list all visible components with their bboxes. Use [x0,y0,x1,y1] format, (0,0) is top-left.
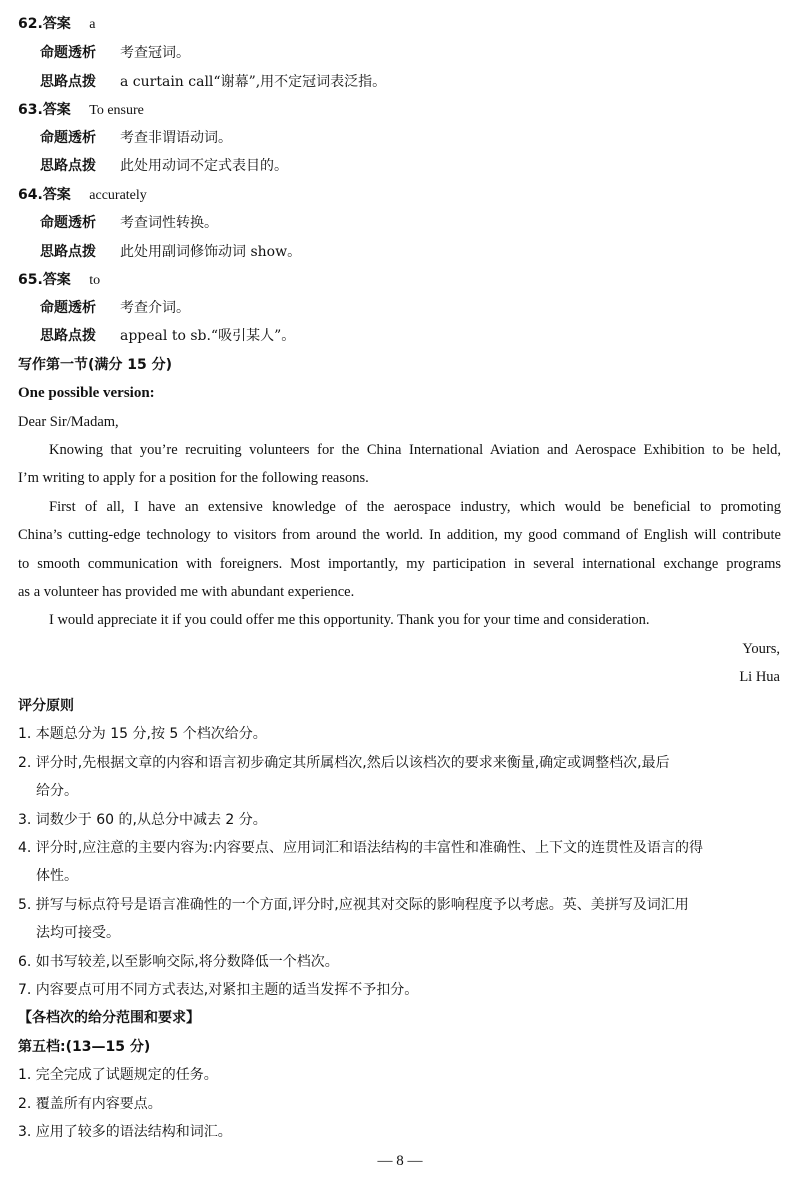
answer-65-row [18,271,100,290]
page-number: — 8 — [377,1153,423,1169]
answer-label: 答案 [42,272,71,288]
question-number: 64. [18,187,43,203]
hint-text: a curtain call“谢幕”,用不定冠词表泛指。 [120,74,387,90]
letter-paragraph-2-line-4: as a volunteer has provided me with abundant experience. [18,584,355,600]
level-5-item-3: 3. 应用了较多的语法结构和词汇。 [18,1124,232,1140]
question-number: 62. [18,16,43,32]
hint-text: 此处用动词不定式表目的。 [120,158,288,174]
rule-2-line-1: 2. 评分时,先根据文章的内容和语言初步确定其所属档次,然后以该档次的要求来衡量,确定或调整档次,最后 [18,755,670,771]
letter-paragraph-1-line-1: Knowing that you’re recruiting volunteers for the China International Aviation and Aerospace Exhibition to be held, [49,442,781,458]
letter-paragraph-2-line-2: China’s cutting-edge technology to visitors from around the world. In addition, my good command of English will contribute [18,527,781,543]
answer-label: 答案 [42,187,71,203]
answer-65-analysis [40,299,190,317]
hint-label: 思路点拨 [40,158,96,174]
analysis-label: 命题透析 [40,130,96,146]
level-5-item-2: 2. 覆盖所有内容要点。 [18,1096,162,1112]
rules-heading: 评分原则 [18,698,74,714]
letter-closing: Yours, [742,641,780,657]
rule-3: 3. 词数少于 60 的,从总分中减去 2 分。 [18,812,267,828]
letter-paragraph-3: I would appreciate it if you could offer me this opportunity. Thank you for your time and consideration. [49,612,650,628]
answer-63-analysis [40,129,232,147]
writing-heading: 写作第一节(满分 15 分) [18,357,173,373]
letter-paragraph-2-line-1: First of all, I have an extensive knowledge of the aerospace industry, which would be beneficial to promoting [49,499,781,515]
hint-label: 思路点拨 [40,74,96,90]
rule-5-line-1: 5. 拼写与标点符号是语言准确性的一个方面,评分时,应视其对交际的影响程度予以考虑。英、美拼写及词汇用 [18,897,689,913]
answer-value: to [89,273,101,288]
answer-64-hint [40,243,301,261]
rule-7: 7. 内容要点可用不同方式表达,对紧扣主题的适当发挥不予扣分。 [18,982,419,998]
letter-salutation: Dear Sir/Madam, [18,414,119,430]
version-label: One possible version: [18,385,155,401]
analysis-text: 考查词性转换。 [120,215,218,231]
answer-62-row [18,15,95,34]
letter-paragraph-2-line-3: to smooth communication with foreigners. Most importantly, my participation in several international exchange programs [18,556,781,572]
answer-63-hint [40,157,288,175]
analysis-label: 命题透析 [40,300,96,316]
hint-label: 思路点拨 [40,244,96,260]
rule-1: 1. 本题总分为 15 分,按 5 个档次给分。 [18,726,267,742]
rule-5-line-2: 法均可接受。 [36,925,120,941]
answer-label: 答案 [42,102,71,118]
rule-2-line-2: 给分。 [36,783,78,799]
answer-value: To ensure [89,103,144,118]
analysis-label: 命题透析 [40,45,96,61]
analysis-text: 考查非谓语动词。 [120,130,232,146]
answer-value: accurately [89,188,147,203]
hint-text: appeal to sb.“吸引某人”。 [120,328,296,344]
letter-paragraph-1-line-2: I’m writing to apply for a position for the following reasons. [18,470,369,486]
level-5-heading: 第五档:(13—15 分) [18,1039,151,1055]
answer-label: 答案 [42,16,71,32]
hint-label: 思路点拨 [40,328,96,344]
answer-62-hint [40,73,386,91]
rule-4-line-1: 4. 评分时,应注意的主要内容为:内容要点、应用词汇和语法结构的丰富性和准确性、上下文的连贯性及语言的得 [18,840,703,856]
answer-63-row [18,101,144,120]
analysis-label: 命题透析 [40,215,96,231]
level-5-item-1: 1. 完全完成了试题规定的任务。 [18,1067,218,1083]
letter-signature: Li Hua [739,669,780,685]
answer-64-row [18,186,147,205]
answer-62-analysis [40,44,190,62]
analysis-text: 考查冠词。 [120,45,190,61]
hint-text: 此处用副词修饰动词 show。 [120,244,302,260]
levels-heading: 【各档次的给分范围和要求】 [18,1010,200,1026]
question-number: 63. [18,102,43,118]
question-number: 65. [18,272,43,288]
answer-value: a [89,17,96,32]
rule-4-line-2: 体性。 [36,868,78,884]
rule-6: 6. 如书写较差,以至影响交际,将分数降低一个档次。 [18,954,339,970]
answer-65-hint [40,327,295,345]
analysis-text: 考查介词。 [120,300,190,316]
answer-64-analysis [40,214,218,232]
